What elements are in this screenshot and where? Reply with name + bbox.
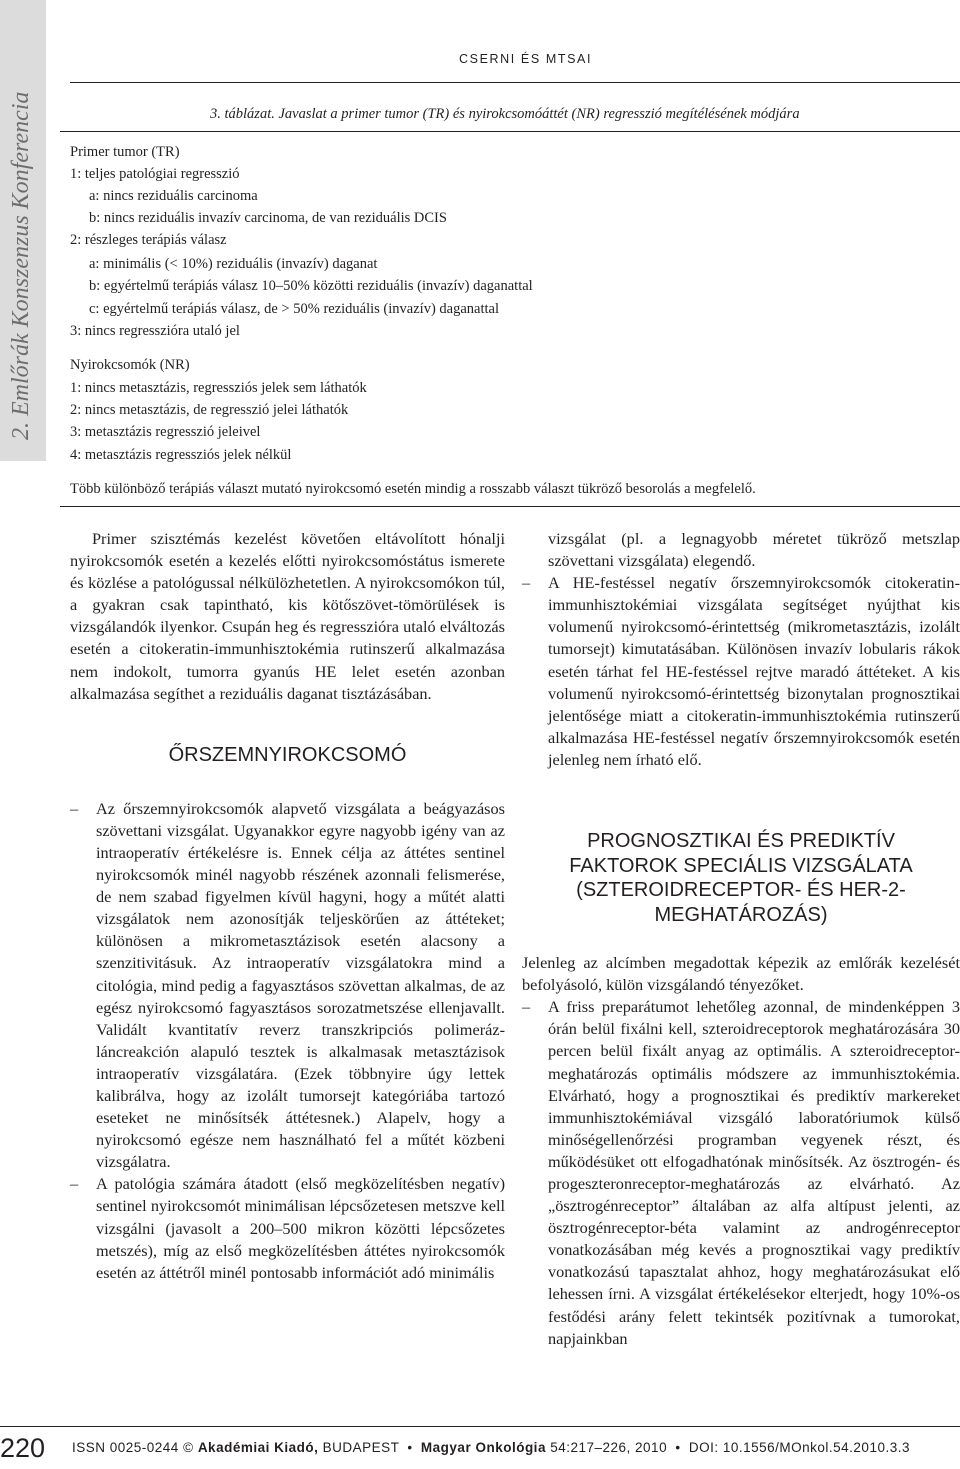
list-item (70, 1173, 505, 1283)
table-row: a: nincs reziduális carcinoma (89, 188, 258, 204)
sidebar-label: 2. Emlőrák Konszenzus Konferencia (8, 91, 34, 440)
list-item-text: A HE-festéssel negatív őrszemnyirokcsomók citokeratin-immunhisztokémiai vizsgálata segítséget nyújthat kis volumenű nyirokcsomó-érintettség (mikrometasztázis, izolált tumorsejt) kimutatásában. Különösen invazív lobularis rákok esetén tárhat fel HE-festéssel rejtve maradó áttéteket. A kis volumenű nyirokcsomó-érintettség bizonytalan prognosztikai jelentősége miatt a citokeratin-immunhisztokémia rutinszerű alkalmazása HE-festéssel negatív őrszemnyirokcsomók esetén jelenleg nem írható elő. (548, 573, 960, 769)
journal-name: Magyar Onkológia (420, 1440, 546, 1455)
running-head: CSERNI ÉS MTSAI (459, 52, 593, 66)
list-item (522, 996, 960, 1350)
table-footnote: Több különböző terápiás választ mutató nyirokcsomó esetén mindig a rosszabb választ tükröző besorolás a megfelelő. (70, 481, 756, 497)
table-top-rule (60, 131, 960, 132)
table-row: Nyirokcsomók (NR) (70, 357, 190, 373)
heading-line: (SZTEROIDRECEPTOR- ÉS HER-2- (576, 879, 906, 902)
left-column (70, 528, 505, 1284)
sentinel-heading: ŐRSZEMNYIROKCSOMÓ (168, 743, 407, 766)
table-row: a: minimális (< 10%) reziduális (invazív) daganat (89, 256, 378, 272)
table-row: Primer tumor (TR) (70, 144, 180, 160)
heading-line: PROGNOSZTIKAI ÉS PREDIKTÍV (587, 830, 895, 853)
continuation-block (522, 528, 960, 572)
list-item-text: Az őrszemnyirokcsomók alapvető vizsgálata a beágyazásos szövettani vizsgálat. Ugyanakkor egyre nagyobb igény van az intraoperatív értékelésre is. Ennek célja az áttétes sentinel nyirokcsomók minél nagyobb részének azonnali felismerése, de nem szabad figyelmen kívül hagyni, hogy a műtét alatti vizsgálatok nem azonosítják teljeskörűen az áttéteket; különösen a mikrometasztázisok esetén alacsony a szenzitivitásuk. Az intraoperatív vizsgálatokra mind a citológia, mind pedig a fagyasztásos szövettan alkalmas, de az egész nyirokcsomó fagyasztásos sorozatmetszése ellenjavallt. Validált kvantitatív reverz transzkripciós polimeráz-láncreakción alapuló tesztek is alkalmasak metasztázisok intraoperatív vizsgálatára. (Ezek többnyire úgy lettek kalibrálva, hogy az izolált tumorsejt kategóriába tartozó eseteket ne minősítsék áttétesnek.) Alapelv, hogy a nyirokcsomó egésze nem használható fel a műtét közbeni vizsgálatra. (96, 798, 505, 1172)
table-row: 4: metasztázis regressziós jelek nélkül (70, 447, 292, 463)
table-caption: 3. táblázat. Javaslat a primer tumor (TR) és nyirokcsomóáttét (NR) regresszió megítélésének módjára (210, 106, 800, 122)
table-row: 1: nincs metasztázis, regressziós jelek sem láthatók (70, 380, 367, 396)
publisher: Akadémiai Kiadó, (197, 1440, 319, 1455)
table-bottom-rule (60, 506, 960, 507)
copyright-icon: © (183, 1440, 194, 1455)
heading-line: FAKTOROK SPECIÁLIS VIZSGÁLATA (569, 854, 913, 877)
footer-rule (0, 1426, 960, 1427)
city: BUDAPEST (322, 1440, 400, 1455)
dash-marker: – (70, 1174, 79, 1194)
sidebar-band (0, 0, 46, 461)
footer-citation (72, 1440, 910, 1455)
prognostic-heading (522, 829, 960, 927)
table-row: 2: részleges terápiás válasz (70, 232, 227, 248)
page-number: 220 (0, 1433, 46, 1463)
left-paragraph: Primer szisztémás kezelést követően eltávolított hónalji nyirokcsomók esetén a kezelés előtti nyirokcsomóstátus ismerete és közlése a patológussal nélkülözhetetlen. A nyirokcsomókon túl, a gyakran csak tapintható, kis kötőszövet-tömörülések is vizsgálandók ilyenkor. Csupán heg és regresszióra utaló elváltozás esetén a citokeratin-immunhisztokémia rutinszerű alkalmazása nem indokolt, tumorra gyanús HE lelet esetén azonban alkalmazása segíthet a reziduális daganat tisztázásában. (70, 529, 505, 703)
dash-marker: – (522, 573, 531, 593)
doi: DOI: 10.1556/MOnkol.54.2010.3.3 (688, 1440, 910, 1455)
dash-marker: – (522, 997, 531, 1017)
table-row: 3: nincs regresszióra utaló jel (70, 323, 240, 339)
list-item-text: A patológia számára átadott (első megközelítésben negatív) sentinel nyirokcsomót minimálisan lépcsőzetesen metszve kell vizsgálni (javasolt a 200–500 mikron közötti lépcsőzetes metszés), míg az első megközelítésben áttétes nyirokcsomók esetén az áttétről minél pontosabb információt adó minimális (96, 1174, 505, 1282)
bullet-icon: • (675, 1440, 681, 1455)
volume-pages: 54:217–226, 2010 (550, 1440, 668, 1455)
continuation-text: vizsgálat (pl. a legnagyobb méretet tükröző metszlap szövettani vizsgálata) elegendő. (548, 529, 960, 571)
table-row: c: egyértelmű terápiás válasz, de > 50% reziduális (invazív) daganattal (89, 301, 499, 317)
table-row: 3: metasztázis regresszió jeleivel (70, 424, 261, 440)
table-row: 1: teljes patológiai regresszió (70, 166, 240, 182)
intro-paragraph: Jelenleg az alcímben megadottak képezik az emlőrák kezelését befolyásoló, külön vizsgálandó tényezőket. (522, 953, 960, 995)
list-item (522, 572, 960, 771)
list-item-text: A friss preparátumot lehetőleg azonnal, de mindenképpen 3 órán belül fixálni kell, szteroidreceptorok meghatározására 30 percen belül fixált anyag az optimális. A szteroidreceptor-meghatározás optimális módszere az immunhisztokémia. Elvárható, hogy a prognosztikai és prediktív markereket immunhisztokémiával vizsgáló laboratóriumok külső minőségellenőrzési programban vegyenek részt, és működésüket ott elfogadhatónak minősítsék. Az ösztrogén- és progeszteronreceptor-meghatározás az elvárható. Az „ösztrogénreceptor” általában az alfa altípust jelenti, az ösztrogénreceptor-béta valamint az androgénreceptor vonatkozásában még kevés a prognosztikai vagy prediktív vonatkozású tapasztalat ahhoz, hogy meghatározásukat elő lehessen írni. A vizsgálat értékelésekor elterjedt, hogy 10%-os festődési arány felett tekintsék pozitívnak a tumorokat, napjainkban (548, 997, 960, 1348)
dash-marker: – (70, 798, 79, 818)
table-row: b: nincs reziduális invazív carcinoma, de van reziduális DCIS (89, 210, 447, 226)
bullet-icon: • (407, 1440, 413, 1455)
table-row: 2: nincs metasztázis, de regresszió jelei láthatók (70, 402, 349, 418)
heading-line: MEGHATÁROZÁS) (654, 903, 828, 926)
issn: ISSN 0025-0244 (72, 1440, 179, 1455)
list-item (70, 798, 505, 1174)
header-rule (70, 82, 960, 83)
right-column (522, 528, 960, 1350)
table-row: b: egyértelmű terápiás válasz 10–50% közötti reziduális (invazív) daganattal (89, 278, 533, 294)
